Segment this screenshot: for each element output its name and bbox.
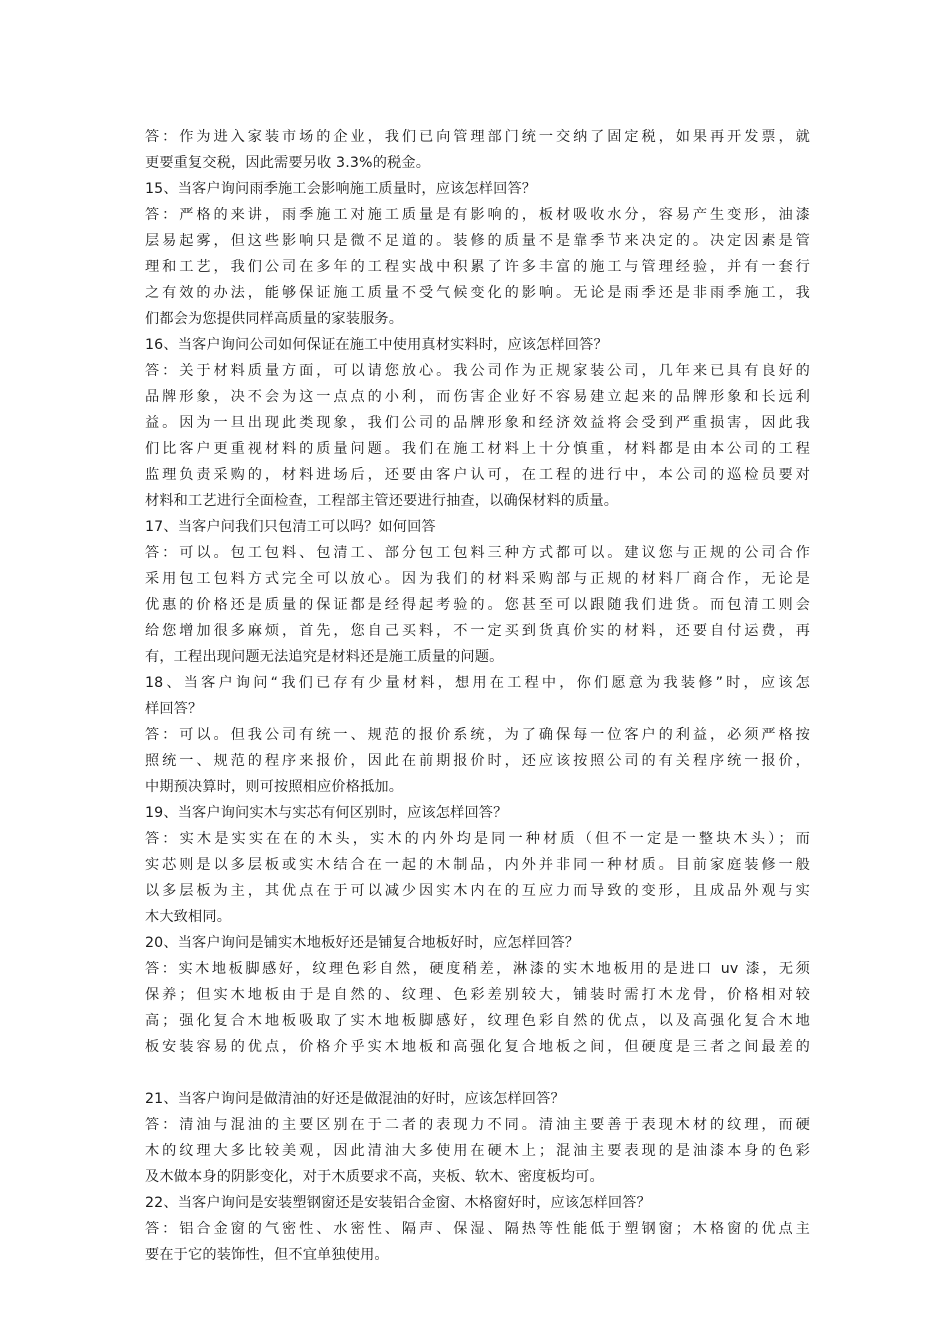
text-line: 样回答？ (145, 701, 203, 717)
text-line: 给您增加很多麻烦，首先，您自己买料，不一定买到货真价实的材料，还要自付运费，再 (145, 623, 810, 639)
text-line: 优惠的价格还是质量的保证都是经得起考验的。您甚至可以跟随我们进货。而包清工则会 (145, 597, 810, 613)
text-line: 层易起雾，但这些影响只是微不足道的。装修的质量不是靠季节来决定的。决定因素是管 (145, 233, 810, 249)
text-line: 保养；但实木地板由于是自然的、纹理、色彩差别较大，铺装时需打木龙骨，价格相对较 (145, 987, 810, 1003)
text-line: 实芯则是以多层板或实木结合在一起的木制品，内外并非同一种材质。目前家庭装修一般 (145, 857, 810, 873)
text-line: 们比客户更重视材料的质量问题。我们在施工材料上十分慎重，材料都是由本公司的工程 (145, 441, 810, 457)
text-line: 木的纹理大多比较美观，因此清油大多使用在硬木上；混油主要表现的是油漆本身的色彩 (145, 1143, 810, 1159)
text-line: 监理负责采购的，材料进场后，还要由客户认可，在工程的进行中，本公司的巡检员要对 (145, 467, 810, 483)
text-line: 有，工程出现问题无法追究是材料还是施工质量的问题。 (145, 649, 504, 665)
blank-line (145, 1060, 810, 1086)
text-line: 15、当客户询问雨季施工会影响施工质量时，应该怎样回答？ (145, 181, 537, 197)
text-line: 材料和工艺进行全面检查，工程部主管还要进行抽查，以确保材料的质量。 (145, 493, 619, 509)
text-line: 板安装容易的优点，价格介乎实木地板和高强化复合地板之间，但硬度是三者之间最差的 (145, 1039, 810, 1055)
text-line: 及木做本身的阴影变化，对于木质要求不高，夹板、软木、密度板均可。 (145, 1169, 604, 1185)
text-line: 以多层板为主，其优点在于可以减少因实木内在的互应力而导致的变形，且成品外观与实 (145, 883, 810, 899)
text-line: 答：严格的来讲，雨季施工对施工质量是有影响的，板材吸收水分，容易产生变形，油漆 (145, 207, 810, 223)
text-line: 益。因为一旦出现此类现象，我们公司的品牌形象和经济效益将会受到严重损害，因此我 (145, 415, 810, 431)
text-line: 18、当客户询问“我们已存有少量材料，想用在工程中，你们愿意为我装修”时，应该怎 (145, 675, 810, 691)
text-line: 们都会为您提供同样高质量的家装服务。 (145, 311, 404, 327)
document-page (145, 124, 810, 1268)
text-line: 17、当客户问我们只包清工可以吗？如何回答 (145, 519, 436, 535)
text-line: 答：作为进入家装市场的企业，我们已向管理部门统一交纳了固定税，如果再开发票，就 (145, 129, 810, 145)
text-line: 20、当客户询问是铺实木地板好还是铺复合地板好时，应怎样回答？ (145, 935, 580, 951)
text-line: 中期预决算时，则可按照相应价格抵加。 (145, 779, 404, 795)
text-line: 答：可以。但我公司有统一、规范的报价系统，为了确保每一位客户的利益，必须严格按 (145, 727, 810, 743)
text-line: 答：实木地板脚感好，纹理色彩自然，硬度稍差，淋漆的实木地板用的是进口 uv 漆，无须 (145, 961, 810, 977)
text-line: 高；强化复合木地板吸取了实木地板脚感好，纹理色彩自然的优点，以及高强化复合木地 (145, 1013, 810, 1029)
text-line: 答：清油与混油的主要区别在于二者的表现力不同。清油主要善于表现木材的纹理，而硬 (145, 1117, 810, 1133)
text-line: 答：铝合金窗的气密性、水密性、隔声、保湿、隔热等性能低于塑钢窗；木格窗的优点主 (145, 1221, 810, 1237)
text-line: 答：可以。包工包料、包清工、部分包工包料三种方式都可以。建议您与正规的公司合作 (145, 545, 810, 561)
text-line: 19、当客户询问实木与实芯有何区别时，应该怎样回答？ (145, 805, 508, 821)
text-line: 21、当客户询问是做清油的好还是做混油的好时，应该怎样回答？ (145, 1091, 565, 1107)
text-line: 16、当客户询问公司如何保证在施工中使用真材实料时，应该怎样回答？ (145, 337, 608, 353)
text-line: 更要重复交税，因此需要另收 3.3%的税金。 (145, 155, 431, 171)
text-line: 答：关于材料质量方面，可以请您放心。我公司作为正规家装公司，几年来已具有良好的 (145, 363, 810, 379)
text-line: 要在于它的装饰性，但不宜单独使用。 (145, 1247, 389, 1263)
text-line: 理和工艺，我们公司在多年的工程实战中积累了许多丰富的施工与管理经验，并有一套行 (145, 259, 810, 275)
text-line: 木大致相同。 (145, 909, 232, 925)
text-line: 采用包工包料方式完全可以放心。因为我们的材料采购部与正规的材料厂商合作，无论是 (145, 571, 810, 587)
text-line: 22、当客户询问是安装塑钢窗还是安装铝合金窗、木格窗好时，应该怎样回答？ (145, 1195, 651, 1211)
text-line: 照统一、规范的程序来报价，因此在前期报价时，还应该按照公司的有关程序统一报价， (145, 753, 810, 769)
text-line: 品牌形象，决不会为这一点点的小利，而伤害企业好不容易建立起来的品牌形象和长远利 (145, 389, 810, 405)
text-line: 答：实木是实实在在的木头，实木的内外均是同一种材质（但不一定是一整块木头）；而 (145, 831, 810, 847)
text-line: 之有效的办法，能够保证施工质量不受气候变化的影响。无论是雨季还是非雨季施工，我 (145, 285, 810, 301)
